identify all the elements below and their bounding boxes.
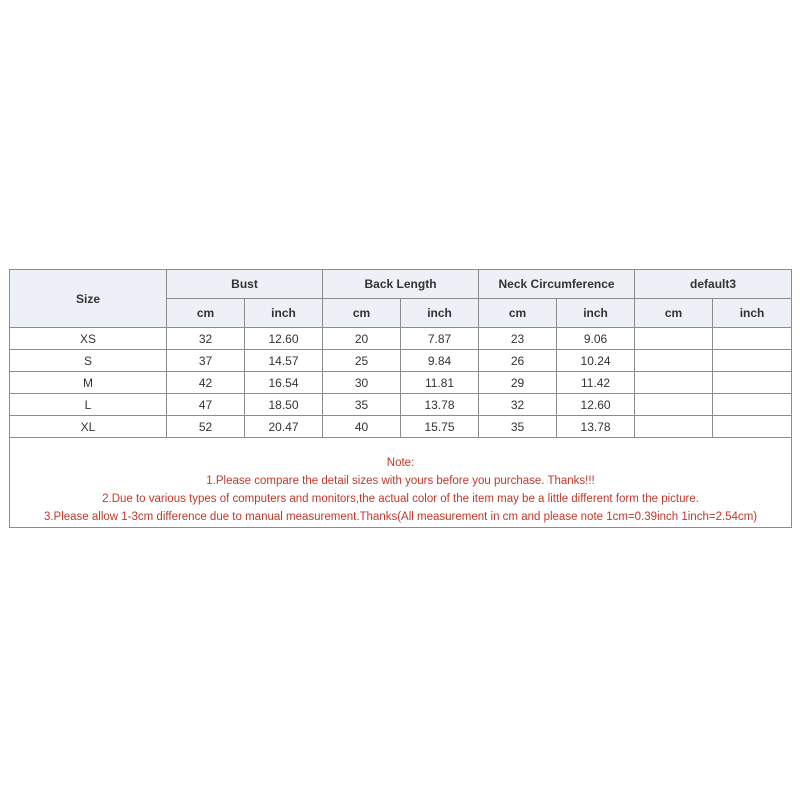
table-cell: 16.54 xyxy=(245,372,323,394)
table-cell xyxy=(713,394,792,416)
size-cell: XS xyxy=(10,328,167,350)
table-cell: 40 xyxy=(323,416,401,438)
table-cell: 11.81 xyxy=(401,372,479,394)
table-row xyxy=(10,394,792,416)
table-row xyxy=(10,350,792,372)
table-cell xyxy=(713,328,792,350)
table-row xyxy=(10,328,792,350)
size-cell: L xyxy=(10,394,167,416)
size-rows xyxy=(10,328,792,528)
size-cell: XL xyxy=(10,416,167,438)
table-cell: 20 xyxy=(323,328,401,350)
table-row xyxy=(10,416,792,438)
table-cell: 14.57 xyxy=(245,350,323,372)
notes-block xyxy=(10,454,791,527)
unit-header: inch xyxy=(401,299,479,328)
notes-title: Note: xyxy=(386,457,415,469)
table-row xyxy=(10,372,792,394)
table-cell: 32 xyxy=(479,394,557,416)
table-cell: 47 xyxy=(167,394,245,416)
notes-cell xyxy=(10,438,792,528)
size-cell: S xyxy=(10,350,167,372)
table-cell: 35 xyxy=(479,416,557,438)
size-header: Size xyxy=(10,270,167,328)
table-cell: 25 xyxy=(323,350,401,372)
table-cell: 9.84 xyxy=(401,350,479,372)
unit-header: cm xyxy=(479,299,557,328)
table-cell xyxy=(635,416,713,438)
table-cell: 9.06 xyxy=(557,328,635,350)
note-line: 2.Due to various types of computers and monitors,the actual color of the item may be a little different form the picture. xyxy=(102,493,699,505)
unit-header: inch xyxy=(713,299,792,328)
group-header-back-length: Back Length xyxy=(323,270,479,299)
table-cell: 15.75 xyxy=(401,416,479,438)
table-cell: 11.42 xyxy=(557,372,635,394)
table-cell: 7.87 xyxy=(401,328,479,350)
table-cell: 13.78 xyxy=(557,416,635,438)
table-cell: 20.47 xyxy=(245,416,323,438)
group-header-default3: default3 xyxy=(635,270,792,299)
table-cell: 35 xyxy=(323,394,401,416)
table-cell xyxy=(635,350,713,372)
note-line: 3.Please allow 1-3cm difference due to manual measurement.Thanks(All measurement in cm and please note 1cm=0.39inch 1inch=2.54cm) xyxy=(43,511,758,523)
table-cell: 12.60 xyxy=(557,394,635,416)
group-header-bust: Bust xyxy=(167,270,323,299)
table-cell: 12.60 xyxy=(245,328,323,350)
table-cell: 13.78 xyxy=(401,394,479,416)
table-cell: 32 xyxy=(167,328,245,350)
table-cell xyxy=(713,350,792,372)
unit-header: inch xyxy=(557,299,635,328)
group-header-neck-circumference: Neck Circumference xyxy=(479,270,635,299)
unit-header: inch xyxy=(245,299,323,328)
table-cell xyxy=(635,372,713,394)
table-cell xyxy=(713,372,792,394)
table-cell xyxy=(635,328,713,350)
table-cell: 52 xyxy=(167,416,245,438)
table-cell: 42 xyxy=(167,372,245,394)
table-cell xyxy=(635,394,713,416)
table-cell xyxy=(713,416,792,438)
table-cell: 10.24 xyxy=(557,350,635,372)
table-cell: 37 xyxy=(167,350,245,372)
size-cell: M xyxy=(10,372,167,394)
table-cell: 26 xyxy=(479,350,557,372)
table-cell: 23 xyxy=(479,328,557,350)
size-chart-table xyxy=(9,269,792,528)
unit-header: cm xyxy=(635,299,713,328)
unit-header: cm xyxy=(323,299,401,328)
unit-header: cm xyxy=(167,299,245,328)
table-cell: 18.50 xyxy=(245,394,323,416)
note-line: 1.Please compare the detail sizes with yours before you purchase. Thanks!!! xyxy=(206,475,595,487)
table-cell: 29 xyxy=(479,372,557,394)
table-cell: 30 xyxy=(323,372,401,394)
